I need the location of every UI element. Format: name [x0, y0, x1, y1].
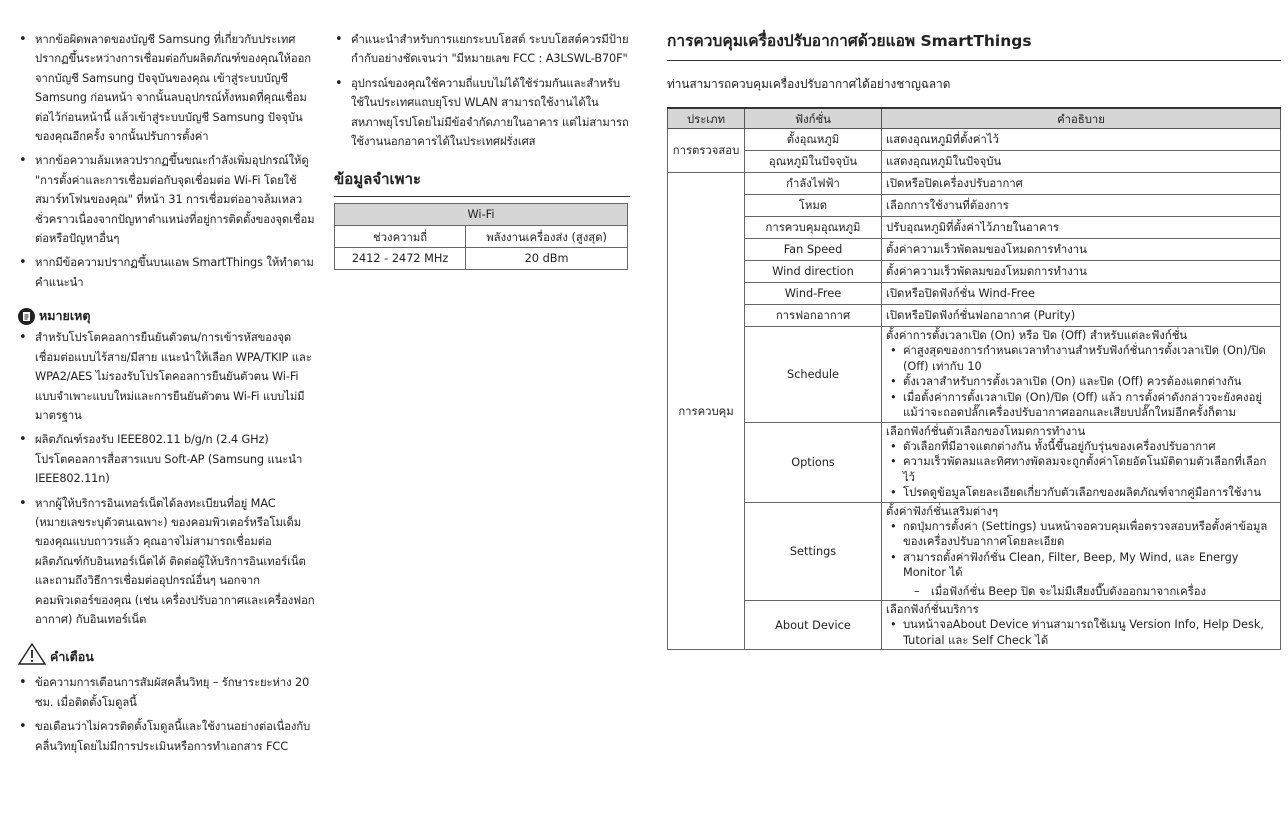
list-item: • ตัวเลือกที่มีอาจแตกต่างกัน ทั้งนี้ขึ้นอยู่กับรุ่นของเครื่องปรับอากาศ [886, 439, 1276, 455]
table-row [668, 173, 1281, 195]
table-row [668, 129, 1281, 151]
list-item: • คำแนะนำสำหรับการแยกระบบโฮสต์ ระบบโฮสต์ควรมีป้ายกำกับอย่างชัดเจนว่า "มีหมายเลข FCC : A3LSWL-B70F" [334, 30, 630, 69]
function-cell-options: Options [745, 422, 882, 502]
spec-group-header: Wi-Fi [335, 204, 628, 226]
type-control: การควบคุม [668, 173, 745, 650]
table-row [668, 283, 1281, 305]
list-item: • ผลิตภัณฑ์รองรับ IEEE802.11 b/g/n (2.4 GHz) โปรโตคอลการสื่อสารแบบ Soft-AP (Samsung แนะนำ IEEE802.11n) [18, 430, 316, 488]
table-row-settings [668, 502, 1281, 601]
schedule-list [886, 343, 1276, 421]
warning-heading [18, 643, 316, 671]
table-row [668, 261, 1281, 283]
description-cell-options [882, 422, 1281, 502]
table-row [668, 217, 1281, 239]
description-cell-about [882, 601, 1281, 650]
list-item: • หากข้อผิดพลาดของบัญชี Samsung ที่เกี่ยวกับประเทศปรากฏขึ้นระหว่างการเชื่อมต่อกับผลิตภัณฑ์ของคุณให้ออกจากบัญชี Samsung ปัจจุบันของคุณ เข้าสู่ระบบบัญชี Samsung ก่อนหน้า จากนั้นลบอุปกรณ์ทั้งหมดที่คุณเชื่อมต่อไว้ก่อนหน้านี้ แล้วเข้าสู่ระบบบัญชี Samsung ปัจจุบันของคุณอีกครั้ง จากนั้นปรับการตั้งค่า [18, 30, 316, 146]
description-cell: แสดงอุณหภูมิในปัจจุบัน [882, 151, 1281, 173]
list-item: • สำหรับโปรโตคอลการยืนยันตัวตน/การเข้ารหัสของจุดเชื่อมต่อแบบไร้สาย/มีสาย แนะนำให้เลือก WPA/TKIP และ WPA2/AES ไม่รองรับโปรโตคอลการยืนยันตัวตน Wi-Fi แบบจำเพาะแบบใหม่และการยืนยันตัวตน Wi-Fi แบบไม่มีมาตรฐาน [18, 328, 316, 425]
function-cell: Wind direction [745, 261, 882, 283]
function-cell-settings: Settings [745, 502, 882, 601]
schedule-intro: ตั้งค่าการตั้งเวลาเปิด (On) หรือ ปิด (Off) สำหรับแต่ละฟังก์ชั่น [886, 329, 1188, 342]
settings-sub-list [886, 584, 1276, 600]
about-intro: เลือกฟังก์ชั่นบริการ [886, 603, 979, 616]
list-item: • ขอเตือนว่าไม่ควรติดตั้งโมดูลนี้และใช้งานอย่างต่อเนื่องกับคลื่นวิทยุโดยไม่มีการประเมินหรือการทำเอกสาร FCC [18, 717, 316, 756]
header-function: ฟังก์ชั่น [745, 108, 882, 129]
page-title: การควบคุมเครื่องปรับอากาศด้วยแอพ SmartThings [667, 28, 1281, 61]
list-item: • ข้อความการเตือนการสัมผัสคลื่นวิทยุ – รักษาระยะห่าง 20 ซม. เมื่อติดตั้งโมดูลนี้ [18, 673, 316, 712]
list-item: • อุปกรณ์ของคุณใช้ความถี่แบบไม่ได้ใช้ร่วมกันและสำหรับใช้ในประเทศแถบยุโรป WLAN สามารถใช้งานได้ในสหภาพยุโรปโดยไม่มีข้อจำกัดภายในอาคาร แต่ไม่สามารถใช้งานนอกอาคารได้ในประเทศฝรั่งเศส [334, 74, 630, 152]
function-cell: โหมด [745, 195, 882, 217]
type-check: การตรวจสอบ [668, 129, 745, 173]
right-column [667, 28, 1281, 650]
list-item: • กดปุ่มการตั้งค่า (Settings) บนหน้าจอควบคุมเพื่อตรวจสอบหรือตั้งค่าข้อมูลของเครื่องปรับอากาศโดยละเอียด [886, 519, 1276, 550]
spec-header-power: พลังงานเครื่องส่ง (สูงสุด) [466, 226, 628, 248]
spec-table [334, 203, 628, 270]
description-cell: เลือกการใช้งานที่ต้องการ [882, 195, 1281, 217]
list-item: • ความเร็วพัดลมและทิศทางพัดลมจะถูกตั้งค่าโดยอัตโนมัติตามตัวเลือกที่เลือกไว้ [886, 454, 1276, 485]
description-cell-settings [882, 502, 1281, 601]
table-row-about [668, 601, 1281, 650]
list-item: • ตั้งเวลาสำหรับการตั้งเวลาเปิด (On) และปิด (Off) ควรต้องแตกต่างกัน [886, 374, 1276, 390]
settings-list [886, 519, 1276, 581]
table-row-schedule [668, 327, 1281, 423]
warning-list [18, 673, 316, 756]
function-cell: การฟอกอากาศ [745, 305, 882, 327]
options-intro: เลือกฟังก์ชั่นตัวเลือกของโหมดการทำงาน [886, 424, 1086, 438]
list-item: • บนหน้าจอAbout Device ท่านสามารถใช้เมนู Version Info, Help Desk, Tutorial และ Self Check ได้ [886, 617, 1276, 648]
function-cell: การควบคุมอุณหภูมิ [745, 217, 882, 239]
list-item: • ค่าสูงสุดของการกำหนดเวลาทำงานสำหรับฟังก์ชั่นการตั้งเวลาเปิด (On)/ปิด (Off) เท่ากับ 10 [886, 343, 1276, 374]
options-list [886, 439, 1276, 501]
header-type: ประเภท [668, 108, 745, 129]
warning-title: คำเตือน [50, 649, 94, 665]
fcc-list [334, 30, 630, 151]
note-icon [18, 308, 35, 325]
list-item: • สามารถตั้งค่าฟังก์ชั่น Clean, Filter, Beep, My Wind, และ Energy Monitor ได้ [886, 550, 1276, 581]
list-item: – เมื่อฟังก์ชั่น Beep ปิด จะไม่มีเสียงบี๊บดังออกมาจากเครื่อง [886, 584, 1276, 600]
left-column [18, 30, 316, 761]
warning-icon [18, 643, 46, 671]
middle-column [334, 30, 630, 270]
table-row [668, 305, 1281, 327]
list-item: • เมื่อตั้งค่าการตั้งเวลาเปิด (On)/ปิด (Off) แล้ว การตั้งค่าดังกล่าวจะยังคงอยู่แม้ว่าจะถอดปลั๊กเครื่องปรับอากาศออกและเสียบปลั๊กใหม่อีกครั้งก็ตาม [886, 390, 1276, 421]
description-cell: ตั้งค่าความเร็วพัดลมของโหมดการทำงาน [882, 239, 1281, 261]
header-description: คำอธิบาย [882, 108, 1281, 129]
function-cell: กำลังไฟฟ้า [745, 173, 882, 195]
note-heading [18, 306, 316, 326]
note-title: หมายเหตุ [39, 308, 91, 324]
list-item: • หากผู้ให้บริการอินเทอร์เน็ตได้ลงทะเบียนที่อยู่ MAC (หมายเลขระบุตัวตนเฉพาะ) ของคอมพิวเตอร์หรือโมเด็มของคุณแบบถาวรแล้ว คุณอาจไม่สามารถเชื่อมต่อผลิตภัณฑ์กับอินเทอร์เน็ตได้ ติดต่อผู้ให้บริการอินเทอร์เน็ตและถามถึงวิธีการเชื่อมต่ออุปกรณ์อื่นๆ นอกจากคอมพิวเตอร์ของคุณ (เช่น เครื่องปรับอากาศและเครื่องฟอกอากาศ) กับอินเทอร์เน็ต [18, 494, 316, 630]
about-list [886, 617, 1276, 648]
list-item: • โปรดดูข้อมูลโดยละเอียดเกี่ยวกับตัวเลือกของผลิตภัณฑ์จากคู่มือการใช้งาน [886, 485, 1276, 501]
function-cell: Fan Speed [745, 239, 882, 261]
spec-header-frequency: ช่วงความถี่ [335, 226, 466, 248]
spec-frequency-value: 2412 - 2472 MHz [335, 248, 466, 270]
function-cell-about: About Device [745, 601, 882, 650]
description-cell-schedule [882, 327, 1281, 423]
table-row [668, 195, 1281, 217]
function-cell: อุณหภูมิในปัจจุบัน [745, 151, 882, 173]
table-row [668, 151, 1281, 173]
description-cell: ตั้งค่าความเร็วพัดลมของโหมดการทำงาน [882, 261, 1281, 283]
function-cell: Wind-Free [745, 283, 882, 305]
function-cell-schedule: Schedule [745, 327, 882, 423]
settings-intro: ตั้งค่าฟังก์ชั่นเสริมต่างๆ [886, 504, 999, 518]
note-list [18, 328, 316, 629]
spec-title: ข้อมูลจำเพาะ [334, 167, 630, 197]
table-row [668, 239, 1281, 261]
description-cell: เปิดหรือปิดเครื่องปรับอากาศ [882, 173, 1281, 195]
troubleshoot-list [18, 30, 316, 292]
features-table [667, 107, 1281, 650]
list-item: • หากมีข้อความปรากฏขึ้นบนแอพ SmartThings ให้ทำตามคำแนะนำ [18, 253, 316, 292]
description-cell: เปิดหรือปิดฟังก์ชั่นฟอกอากาศ (Purity) [882, 305, 1281, 327]
description-cell: ปรับอุณหภูมิที่ตั้งค่าไว้ภายในอาคาร [882, 217, 1281, 239]
list-item: • หากข้อความล้มเหลวปรากฏขึ้นขณะกำลังเพิ่มอุปกรณ์ให้ดู "การตั้งค่าและการเชื่อมต่อกับจุดเชื่อมต่อ Wi-Fi โดยใช้สมาร์ทโฟนของคุณ" ที่หน้า 31 การเชื่อมต่ออาจล้มเหลวชั่วคราวเนื่องจากปัญหาตำแหน่งที่อยู่การติดตั้งของจุดเชื่อมต่อหรือปัญหาอื่นๆ [18, 151, 316, 248]
spec-power-value: 20 dBm [466, 248, 628, 270]
table-row-options [668, 422, 1281, 502]
intro-text: ท่านสามารถควบคุมเครื่องปรับอากาศได้อย่างชาญฉลาด [667, 77, 951, 91]
description-cell: เปิดหรือปิดฟังก์ชั่น Wind-Free [882, 283, 1281, 305]
description-cell: แสดงอุณหภูมิที่ตั้งค่าไว้ [882, 129, 1281, 151]
function-cell: ตั้งอุณหภูมิ [745, 129, 882, 151]
